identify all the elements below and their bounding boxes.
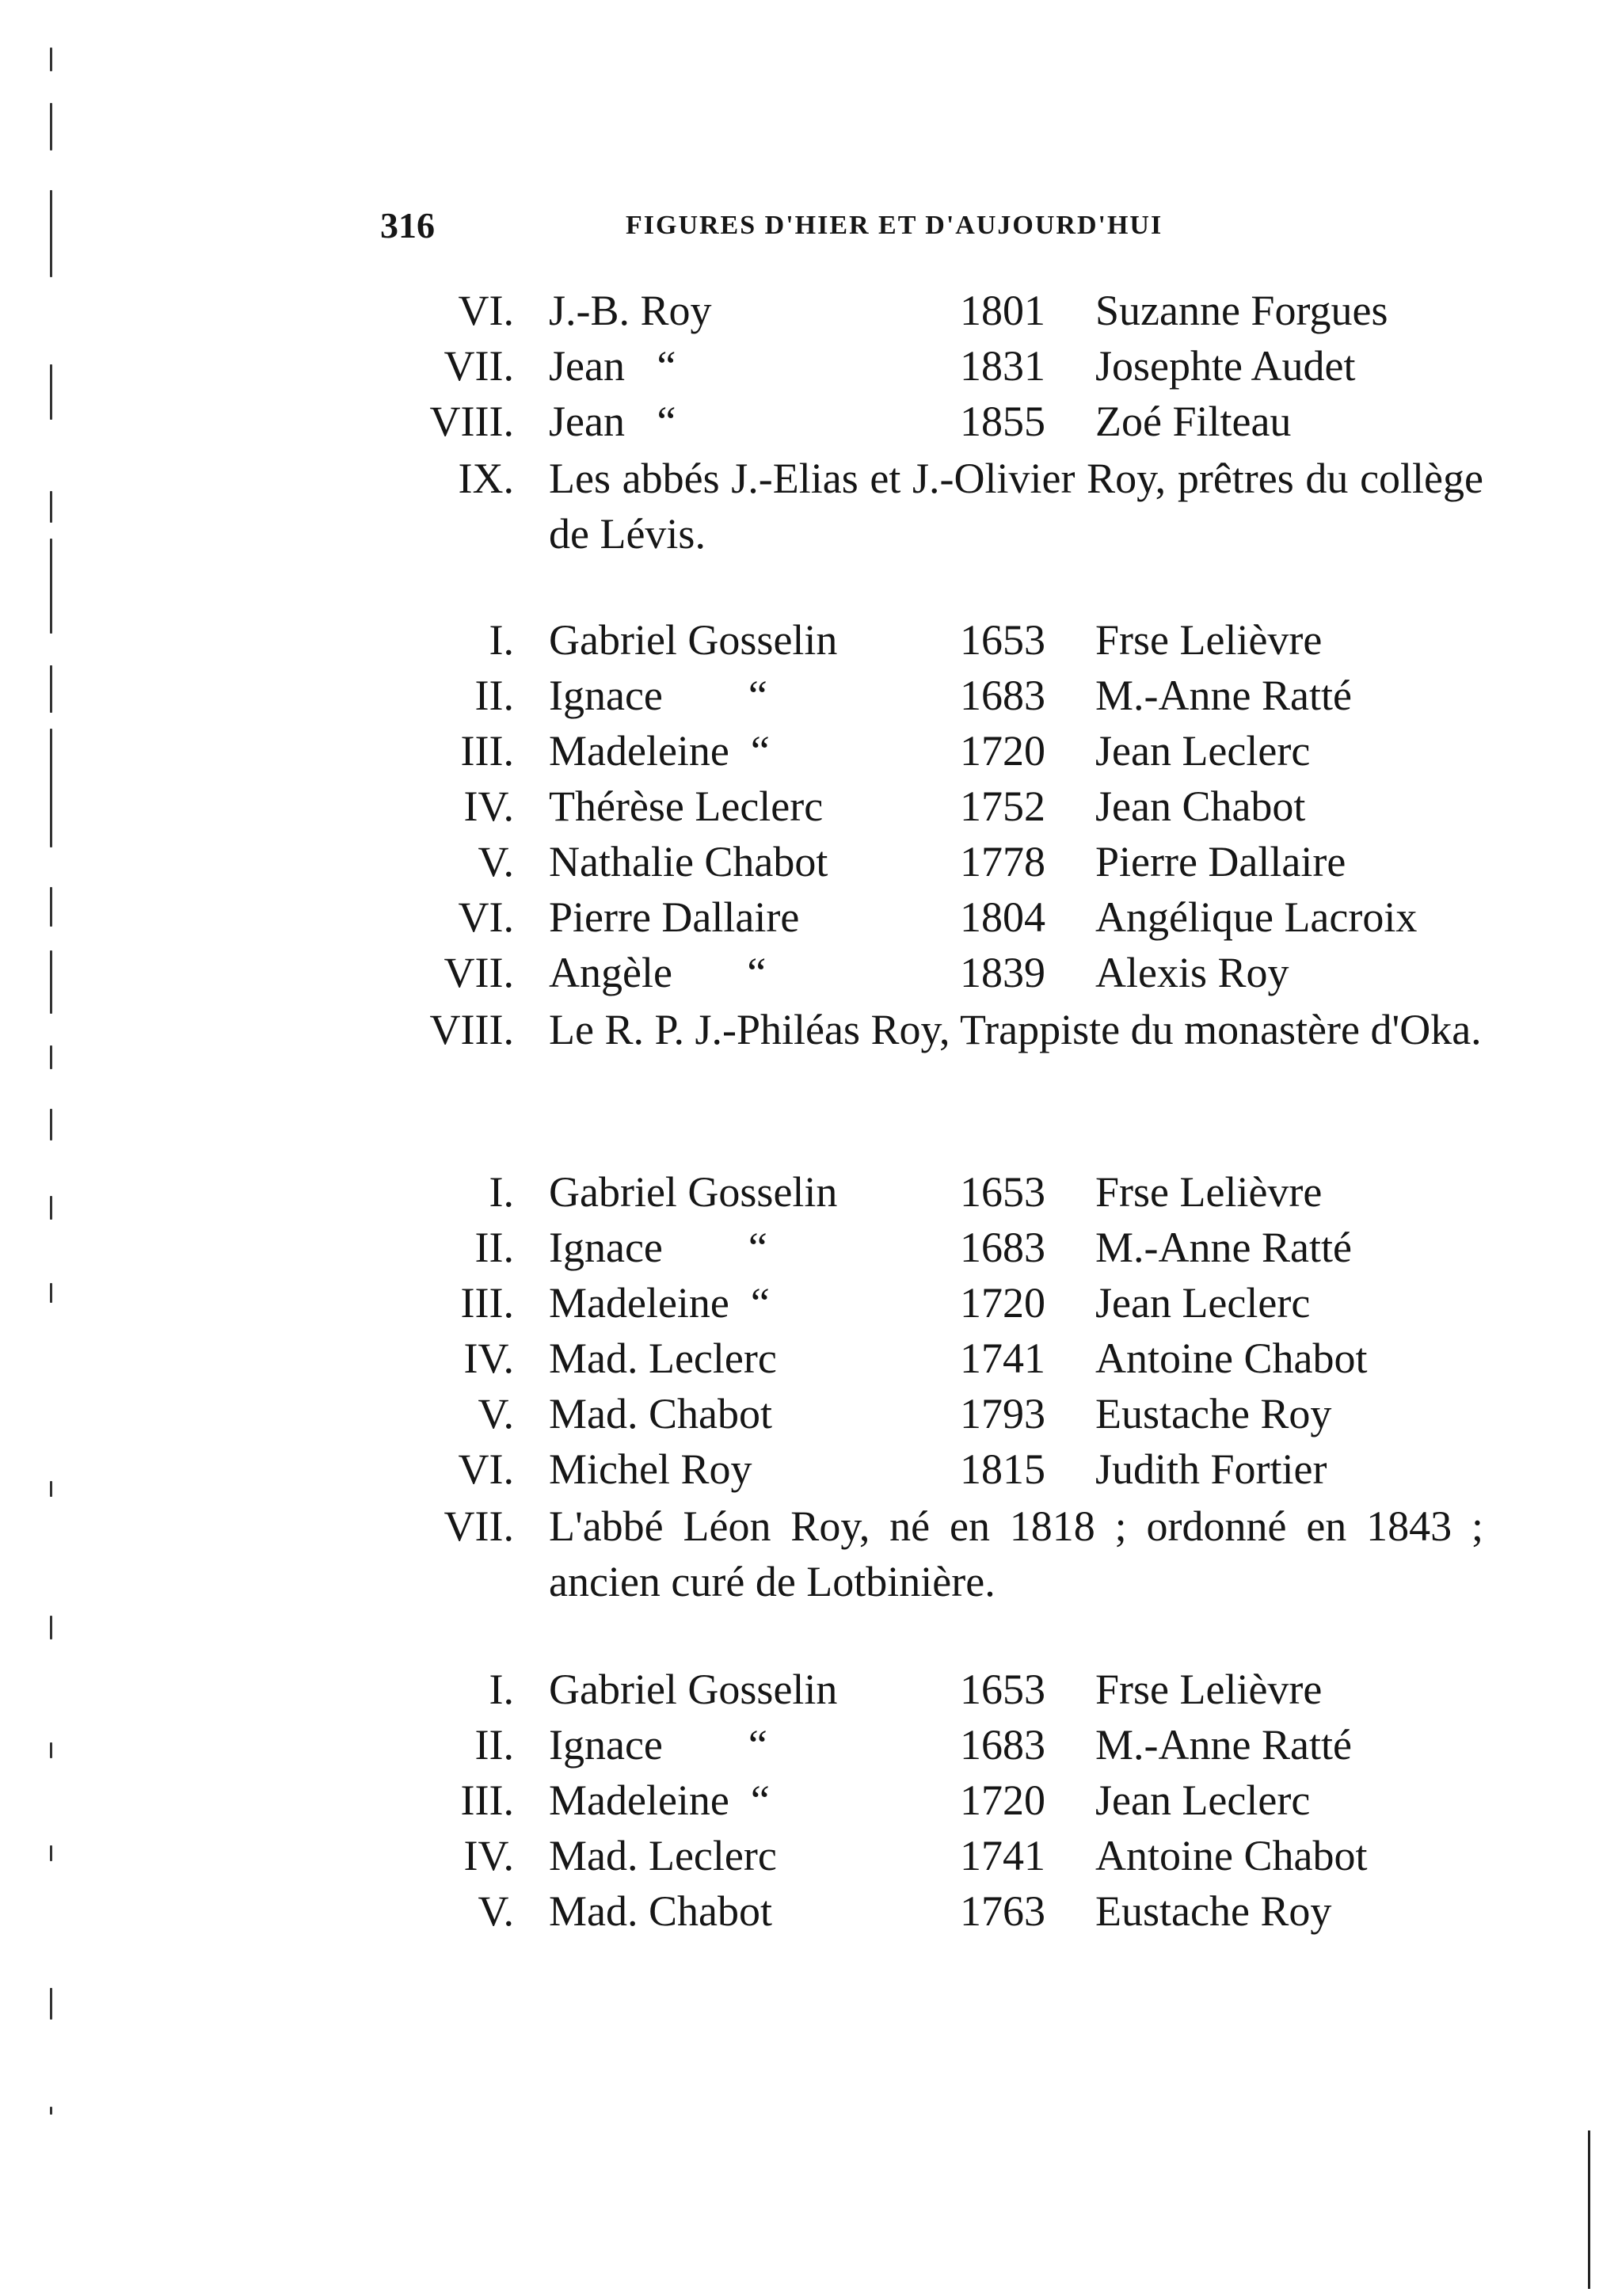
generation-numeral: V. bbox=[478, 1887, 514, 1935]
generation-numeral: VII. bbox=[444, 342, 514, 390]
generation-numeral: IV. bbox=[463, 1335, 514, 1382]
spouse-name: Zoé Filteau bbox=[1095, 398, 1292, 445]
person-name: Angèle “ bbox=[549, 949, 767, 996]
generation-numeral: II. bbox=[474, 1721, 514, 1769]
table-row bbox=[0, 1663, 1599, 1715]
person-name: Ignace “ bbox=[549, 1224, 767, 1271]
marriage-year: 1720 bbox=[960, 727, 1045, 775]
table-row bbox=[0, 891, 1599, 943]
spouse-name: Frse Lelièvre bbox=[1095, 616, 1323, 664]
table-row bbox=[0, 725, 1599, 777]
scan-right-edge-mark bbox=[1588, 2130, 1590, 2289]
spouse-name: Suzanne Forgues bbox=[1095, 287, 1388, 334]
generation-numeral: VII. bbox=[444, 1502, 514, 1550]
table-row bbox=[0, 1221, 1599, 1274]
person-name: Gabriel Gosselin bbox=[549, 1168, 838, 1216]
person-name: Mad. Chabot bbox=[549, 1887, 772, 1935]
marriage-year: 1683 bbox=[960, 1721, 1045, 1769]
spouse-name: M.-Anne Ratté bbox=[1095, 1224, 1352, 1271]
spouse-name: Eustache Roy bbox=[1095, 1390, 1332, 1437]
generation-numeral: VI. bbox=[458, 1445, 514, 1493]
marriage-year: 1801 bbox=[960, 287, 1045, 334]
spouse-name: Alexis Roy bbox=[1095, 949, 1289, 996]
marriage-year: 1683 bbox=[960, 1224, 1045, 1271]
person-name: Jean “ bbox=[549, 398, 676, 445]
generation-numeral: II. bbox=[474, 1224, 514, 1271]
marriage-year: 1763 bbox=[960, 1887, 1045, 1935]
generation-numeral: IV. bbox=[463, 782, 514, 830]
spouse-name: Antoine Chabot bbox=[1095, 1832, 1368, 1879]
spouse-name: Judith Fortier bbox=[1095, 1445, 1327, 1493]
person-name: Madeleine “ bbox=[549, 727, 770, 775]
table-row bbox=[0, 1166, 1599, 1218]
spouse-name: Jean Leclerc bbox=[1095, 727, 1311, 775]
spouse-name: Antoine Chabot bbox=[1095, 1335, 1368, 1382]
marriage-year: 1683 bbox=[960, 672, 1045, 719]
person-name: Thérèse Leclerc bbox=[549, 782, 824, 830]
person-name: Ignace “ bbox=[549, 1721, 767, 1769]
generation-numeral: VI. bbox=[458, 287, 514, 334]
descendant-note: L'abbé Léon Roy, né en 1818 ; ordonné en 1843 ; ancien curé de Lotbinière. bbox=[549, 1502, 1483, 1605]
generation-numeral: IX. bbox=[458, 455, 514, 502]
spouse-name: Frse Lelièvre bbox=[1095, 1666, 1323, 1713]
generation-numeral: II. bbox=[474, 672, 514, 719]
person-name: Mad. Chabot bbox=[549, 1390, 772, 1437]
table-row bbox=[0, 614, 1599, 666]
spouse-name: Jean Leclerc bbox=[1095, 1279, 1311, 1327]
marriage-year: 1741 bbox=[960, 1335, 1045, 1382]
table-row bbox=[0, 1277, 1599, 1329]
marriage-year: 1653 bbox=[960, 1168, 1045, 1216]
table-row bbox=[0, 1774, 1599, 1826]
table-row bbox=[0, 1830, 1599, 1882]
page-number: 316 bbox=[380, 205, 435, 246]
spouse-name: Frse Lelièvre bbox=[1095, 1168, 1323, 1216]
descendant-note: Les abbés J.-Elias et J.-Olivier Roy, prêtres du collège de Lévis. bbox=[549, 455, 1483, 558]
spouse-name: Pierre Dallaire bbox=[1095, 838, 1346, 885]
marriage-year: 1720 bbox=[960, 1776, 1045, 1824]
generation-numeral: I. bbox=[489, 616, 514, 664]
table-row bbox=[0, 946, 1599, 999]
spouse-name: M.-Anne Ratté bbox=[1095, 672, 1352, 719]
spouse-name: Angélique Lacroix bbox=[1095, 893, 1418, 941]
table-row bbox=[0, 284, 1599, 337]
generation-numeral: VII. bbox=[444, 949, 514, 996]
table-row bbox=[0, 1719, 1599, 1771]
table-row bbox=[0, 1885, 1599, 1937]
person-name: Pierre Dallaire bbox=[549, 893, 800, 941]
marriage-year: 1653 bbox=[960, 1666, 1045, 1713]
person-name: Mad. Leclerc bbox=[549, 1832, 777, 1879]
spouse-name: Jean Chabot bbox=[1095, 782, 1306, 830]
spouse-name: M.-Anne Ratté bbox=[1095, 1721, 1352, 1769]
marriage-year: 1741 bbox=[960, 1832, 1045, 1879]
marriage-year: 1831 bbox=[960, 342, 1045, 390]
person-name: Nathalie Chabot bbox=[549, 838, 828, 885]
generation-numeral: VIII. bbox=[429, 1006, 514, 1053]
generation-numeral: I. bbox=[489, 1666, 514, 1713]
table-row bbox=[0, 395, 1599, 447]
marriage-year: 1653 bbox=[960, 616, 1045, 664]
generation-numeral: III. bbox=[460, 1776, 514, 1824]
table-row bbox=[0, 1332, 1599, 1384]
person-name: Jean “ bbox=[549, 342, 676, 390]
marriage-year: 1720 bbox=[960, 1279, 1045, 1327]
generation-numeral: I. bbox=[489, 1168, 514, 1216]
person-name: Michel Roy bbox=[549, 1445, 752, 1493]
generation-numeral: V. bbox=[478, 838, 514, 885]
person-name: Gabriel Gosselin bbox=[549, 616, 838, 664]
generation-numeral: V. bbox=[478, 1390, 514, 1437]
marriage-year: 1804 bbox=[960, 893, 1045, 941]
generation-numeral: VI. bbox=[458, 893, 514, 941]
generation-numeral: VIII. bbox=[429, 398, 514, 445]
marriage-year: 1855 bbox=[960, 398, 1045, 445]
marriage-year: 1839 bbox=[960, 949, 1045, 996]
descendant-note: Le R. P. J.-Philéas Roy, Trappiste du monastère d'Oka. bbox=[549, 1006, 1482, 1053]
marriage-year: 1815 bbox=[960, 1445, 1045, 1493]
spouse-name: Eustache Roy bbox=[1095, 1887, 1332, 1935]
table-row bbox=[0, 340, 1599, 392]
table-row bbox=[0, 780, 1599, 832]
spouse-name: Jean Leclerc bbox=[1095, 1776, 1311, 1824]
person-name: J.-B. Roy bbox=[549, 287, 712, 334]
person-name: Ignace “ bbox=[549, 672, 767, 719]
generation-numeral: III. bbox=[460, 1279, 514, 1327]
person-name: Gabriel Gosselin bbox=[549, 1666, 838, 1713]
table-row bbox=[0, 836, 1599, 888]
person-name: Madeleine “ bbox=[549, 1776, 770, 1824]
person-name: Mad. Leclerc bbox=[549, 1335, 777, 1382]
table-row bbox=[0, 1388, 1599, 1440]
table-row bbox=[0, 1443, 1599, 1495]
marriage-year: 1778 bbox=[960, 838, 1045, 885]
marriage-year: 1793 bbox=[960, 1390, 1045, 1437]
spouse-name: Josephte Audet bbox=[1095, 342, 1356, 390]
marriage-year: 1752 bbox=[960, 782, 1045, 830]
generation-numeral: III. bbox=[460, 727, 514, 775]
running-title: FIGURES D'HIER ET D'AUJOURD'HUI bbox=[626, 211, 1163, 240]
table-row bbox=[0, 669, 1599, 722]
generation-numeral: IV. bbox=[463, 1832, 514, 1879]
running-header bbox=[380, 204, 1275, 252]
person-name: Madeleine “ bbox=[549, 1279, 770, 1327]
